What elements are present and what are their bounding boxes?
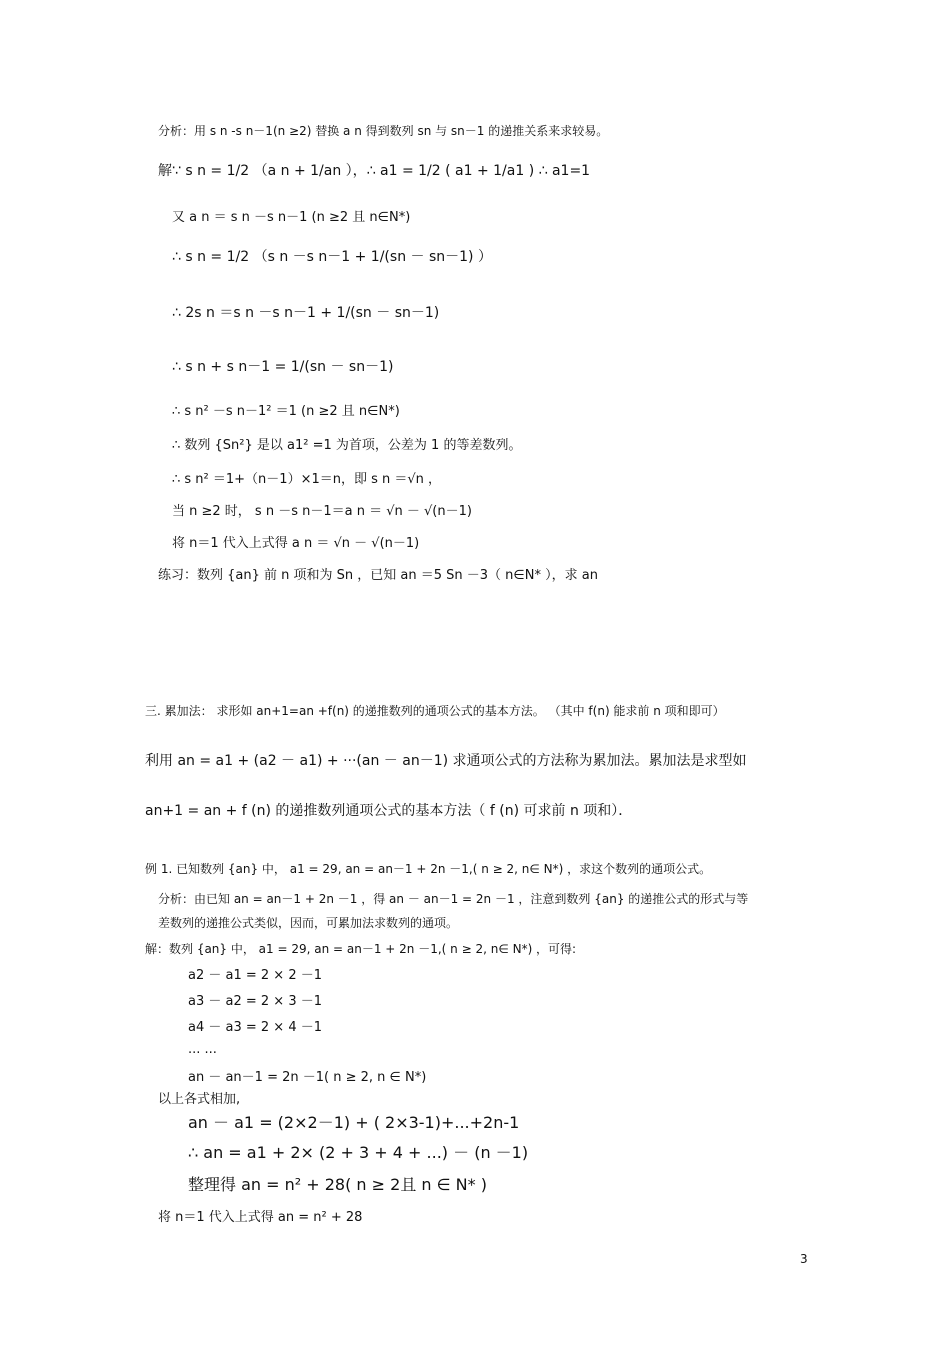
analysis-line: 差数列的递推公式类似，因而，可累加法求数列的通项。 — [158, 916, 459, 930]
solution-line: 解∵ s n = 1/2 （a n + 1/an ），∴ a1 = 1/2 ( a1 + 1/a1 ) ∴ a1=1 — [158, 163, 591, 179]
equation-line: a2 － a1 = 2 × 2 －1 — [188, 968, 322, 983]
example-line: 例 1. 已知数列 {an} 中， a1 = 29, an = an－1 + 2n －1,( n ≥ 2, n∈ N*) ，求这个数列的通项公式。 — [145, 862, 712, 876]
equation-line: a4 － a3 = 2 × 4 －1 — [188, 1020, 322, 1035]
equation-line: 又 a n ＝ s n －s n－1 (n ≥2 且 n∈N*) — [172, 210, 411, 225]
paragraph-line: an+1 = an + f (n) 的递推数列通项公式的基本方法（ f (n) 可求前 n 项和）． — [145, 803, 633, 819]
paragraph-line: 利用 an = a1 + (a2 － a1) + ···(an － an－1) 求通项公式的方法称为累加法。累加法是求型如 — [145, 753, 747, 769]
page-number: 3 — [800, 1252, 808, 1266]
equation-line: ∴ s n + s n－1 = 1/(sn － sn－1) — [172, 359, 394, 375]
equation-line: 当 n ≥2 时， s n －s n－1＝a n ＝ √n － √(n－1) — [172, 504, 472, 519]
equation-line: 将 n＝1 代入上式得 an = n² + 28 — [158, 1210, 363, 1225]
equation-line: ∴ an = a1 + 2× (2 + 3 + 4 + ...) － (n －1) — [188, 1143, 529, 1162]
equation-line: ∴ 2s n ＝s n －s n－1 + 1/(sn － sn－1) — [172, 305, 440, 321]
analysis-line: 分析：由已知 an = an－1 + 2n －1 ，得 an － an－1 = 2n －1 ，注意到数列 {an} 的递推公式的形式与等 — [158, 892, 749, 906]
equation-line: 整理得 an = n² + 28( n ≥ 2且 n ∈ N* ) — [188, 1175, 487, 1194]
section-heading: 三. 累加法： 求形如 an+1=an +f(n) 的递推数列的通项公式的基本方法。 （其中 f(n) 能求前 n 项和即可） — [145, 704, 725, 718]
equation-line: ∴ s n² －s n－1² ＝1 (n ≥2 且 n∈N*) — [172, 404, 400, 419]
exercise-line: 练习：数列 {an} 前 n 项和为 Sn ，已知 an ＝5 Sn －3（ n∈N* ），求 an — [158, 568, 598, 583]
text-line: 以上各式相加, — [158, 1092, 241, 1107]
solution-line: 解：数列 {an} 中， a1 = 29, an = an－1 + 2n －1,( n ≥ 2, n∈ N*) ，可得: — [145, 942, 577, 956]
equation-line: ∴ s n² ＝1+（n－1）×1＝n，即 s n ＝√n ， — [172, 472, 442, 487]
ellipsis-line: ... ... — [188, 1042, 217, 1057]
equation-line: ∴ 数列 {Sn²} 是以 a1² =1 为首项，公差为 1 的等差数列。 — [172, 438, 522, 453]
equation-line: ∴ s n = 1/2 （s n －s n－1 + 1/(sn － sn－1) ） — [172, 249, 492, 265]
equation-line: an － an－1 = 2n －1( n ≥ 2, n ∈ N*) — [188, 1070, 427, 1085]
equation-line: an － a1 = (2×2－1) + ( 2×3-1)+...+2n-1 — [188, 1113, 520, 1132]
equation-line: a3 － a2 = 2 × 3 －1 — [188, 994, 322, 1009]
analysis-line: 分析：用 s n -s n－1(n ≥2) 替换 a n 得到数列 sn 与 sn－1 的递推关系来求较易。 — [158, 124, 609, 138]
equation-line: 将 n＝1 代入上式得 a n ＝ √n － √(n－1) — [172, 536, 420, 551]
